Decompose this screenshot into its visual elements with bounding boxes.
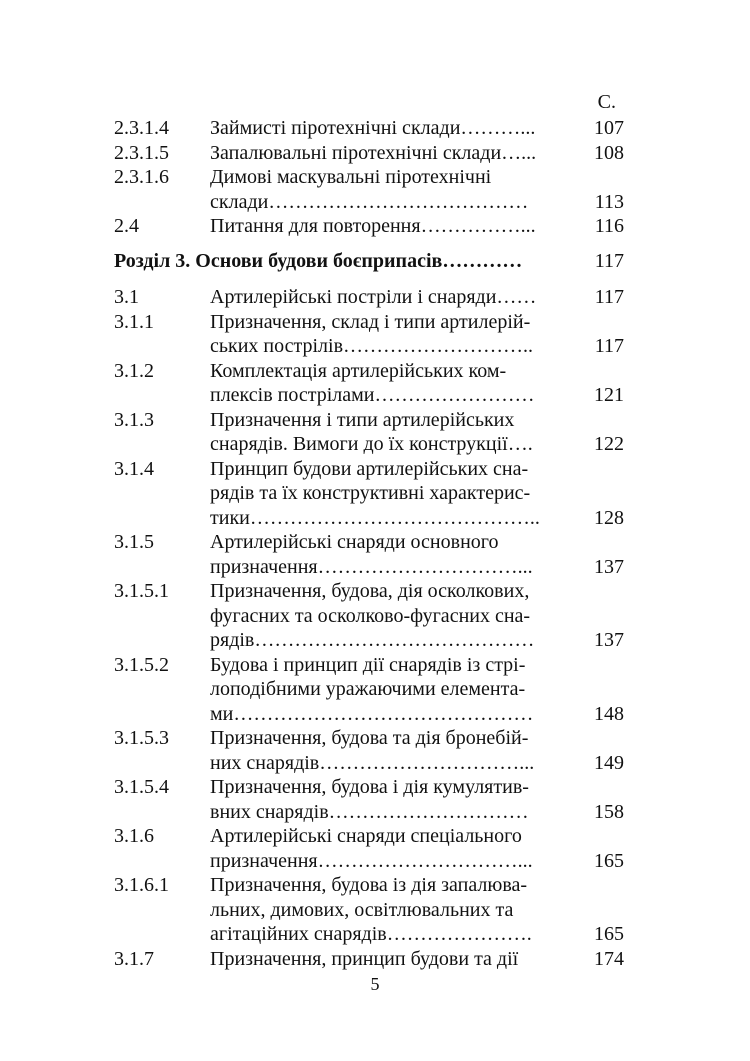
toc-entry <box>114 873 624 947</box>
toc-entry <box>114 579 624 653</box>
toc-entry-title <box>210 214 560 239</box>
toc-entry-title-line: призначення…………………………... <box>210 555 533 578</box>
toc-entry-title <box>210 947 560 972</box>
toc-entry <box>114 310 624 359</box>
toc-entry-title <box>210 141 560 166</box>
toc-entry-title <box>210 579 560 653</box>
toc-entry-title-line: Артилерійські постріли і снаряди…… <box>210 286 537 308</box>
table-of-contents <box>114 88 624 971</box>
toc-entry-title-line: плексів пострілами…………………… <box>210 384 535 406</box>
toc-entry-title-line: Артилерійські снаряди спеціального <box>210 825 522 847</box>
toc-entry-page: 128 <box>594 506 624 529</box>
toc-entry-title-line: Принцип будови артилерійських сна- <box>210 457 529 480</box>
toc-entry-page: 117 <box>594 286 624 308</box>
toc-entry-title <box>210 530 560 579</box>
toc-entry-page: 137 <box>594 629 624 651</box>
toc-entry-title-line: агітаційних снарядів…………………. <box>210 923 532 945</box>
toc-entry-page: 148 <box>594 702 624 725</box>
toc-entry-page: 122 <box>594 433 624 455</box>
toc-entry-page: 174 <box>594 947 624 970</box>
toc-entry-page: 149 <box>594 751 624 774</box>
toc-entry-title <box>210 165 560 214</box>
toc-entry <box>114 165 624 214</box>
toc-entry <box>114 285 624 310</box>
section-page: 117 <box>594 249 624 272</box>
toc-entry-title <box>210 824 560 873</box>
toc-entry-number: 3.1.7 <box>114 947 154 970</box>
toc-entry-number: 2.3.1.4 <box>114 117 169 139</box>
toc-entry-number: 3.1 <box>114 286 139 308</box>
toc-entry-number: 3.1.5.4 <box>114 776 169 798</box>
toc-entry <box>114 116 624 141</box>
toc-entry-title <box>210 775 560 824</box>
toc-entry-number: 2.3.1.6 <box>114 166 169 188</box>
toc-entry-title <box>210 457 560 531</box>
toc-entry-title-line: снарядів. Вимоги до їх конструкції…. <box>210 433 533 455</box>
toc-entry-page: 165 <box>594 923 624 945</box>
toc-entry-page: 113 <box>594 190 624 213</box>
toc-entry-page: 116 <box>594 215 624 237</box>
toc-entry <box>114 141 624 166</box>
toc-entry-title-line: рядів та їх конструктивні характерис- <box>210 482 531 504</box>
toc-entry-page: 165 <box>594 849 624 872</box>
toc-entry-page: 107 <box>594 117 624 139</box>
toc-entry-title-line: Призначення, будова і дія кумулятив- <box>210 776 529 798</box>
toc-entry <box>114 457 624 531</box>
toc-entry-title-line: вних снарядів………………………… <box>210 800 529 823</box>
toc-entry-title <box>210 310 560 359</box>
toc-entry-title-line: тики…………………………………….. <box>210 506 540 529</box>
toc-entry-title <box>210 653 560 727</box>
toc-entry-number: 3.1.1 <box>114 310 154 333</box>
page-number: 5 <box>370 974 380 994</box>
toc-entry-title-line: Димові маскувальні піротехнічні <box>210 166 492 188</box>
toc-part-2 <box>114 285 624 971</box>
toc-entry <box>114 726 624 775</box>
toc-entry <box>114 530 624 579</box>
toc-entry-title-line: рядів…………………………………… <box>210 629 535 651</box>
toc-entry-title-line: Займисті піротехнічні склади………... <box>210 117 536 139</box>
toc-entry-number: 3.1.3 <box>114 408 154 431</box>
toc-entry-number: 3.1.6.1 <box>114 874 169 896</box>
toc-entry-title-line: Призначення, будова, дія осколкових, <box>210 580 530 602</box>
toc-entry <box>114 214 624 239</box>
toc-entry-title <box>210 285 560 310</box>
toc-entry-number: 3.1.6 <box>114 825 154 847</box>
toc-entry-number: 3.1.2 <box>114 359 154 382</box>
toc-entry-title-line: Запалювальні піротехнічні склади…... <box>210 141 537 164</box>
toc-entry-title-line: Питання для повторення……………... <box>210 215 536 237</box>
toc-entry-title <box>210 726 560 775</box>
toc-entry-number: 2.3.1.5 <box>114 141 169 164</box>
toc-entry-title <box>210 359 560 408</box>
toc-entry-title-line: Артилерійські снаряди основного <box>210 531 499 553</box>
section-title: Розділ 3. Основи будови боєприпасів………… <box>114 249 523 272</box>
toc-entry-title-line: них снарядів…………………………... <box>210 751 535 774</box>
toc-entry-title <box>210 873 560 947</box>
toc-entry <box>114 408 624 457</box>
page-column-header: С. <box>597 91 616 113</box>
toc-entry-number: 3.1.5.2 <box>114 653 169 676</box>
toc-entry-title-line: Комплектація артилерійських ком- <box>210 359 507 382</box>
toc-entry-title-line: склади………………………………… <box>210 190 529 213</box>
toc-entry-title-line: лоподібними уражаючими елемента- <box>210 678 526 700</box>
toc-entry-number: 3.1.5.1 <box>114 580 169 602</box>
toc-entry-number: 2.4 <box>114 215 139 237</box>
toc-entry <box>114 824 624 873</box>
toc-entry-page: 117 <box>594 335 624 357</box>
toc-entry-title-line: ських пострілів……………………….. <box>210 335 534 357</box>
section-heading-row <box>114 249 624 274</box>
toc-entry-page: 158 <box>594 800 624 823</box>
toc-entry-title-line: Призначення, склад і типи артилерій- <box>210 310 531 333</box>
toc-entry-page: 108 <box>594 141 624 164</box>
toc-entry <box>114 653 624 727</box>
toc-entry <box>114 947 624 972</box>
toc-entry-title-line: фугасних та осколково-фугасних сна- <box>210 604 531 627</box>
toc-entry <box>114 359 624 408</box>
toc-entry-title <box>210 408 560 457</box>
toc-entry-title-line: ми……………………………………… <box>210 702 534 725</box>
toc-entry-page: 121 <box>594 384 624 406</box>
toc-entry-page: 137 <box>594 555 624 578</box>
toc-entry <box>114 775 624 824</box>
toc-entry-title-line: Призначення, будова та дія бронебій- <box>210 727 529 749</box>
toc-entry-number: 3.1.5 <box>114 531 154 553</box>
toc-entry-title-line: Призначення і типи артилерійських <box>210 408 515 431</box>
toc-entry-number: 3.1.4 <box>114 457 154 480</box>
toc-entry-number: 3.1.5.3 <box>114 727 169 749</box>
toc-entry-title <box>210 116 560 141</box>
toc-entry-title-line: Призначення, принцип будови та дії <box>210 947 519 970</box>
toc-entry-title-line: Призначення, будова із дія запалюва- <box>210 874 528 896</box>
toc-entry-title-line: призначення…………………………... <box>210 849 533 872</box>
toc-entry-title-line: льних, димових, освітлювальних та <box>210 898 514 921</box>
toc-part-1 <box>114 116 624 239</box>
toc-entry-title-line: Будова і принцип дії снарядів із стрі- <box>210 653 526 676</box>
